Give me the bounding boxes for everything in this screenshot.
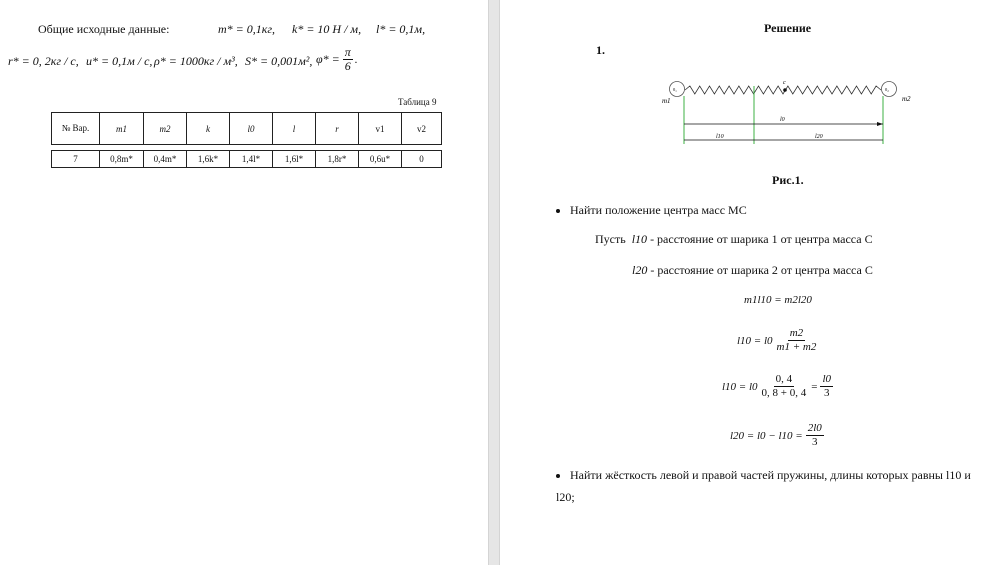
value-cell-v2: 0 bbox=[402, 151, 442, 168]
given-phi bbox=[316, 46, 358, 73]
step-number: 1. bbox=[596, 43, 605, 57]
bullet-2-text-line-1: Найти жёсткость левой и правой частей пружины, длины которых равны l10 и bbox=[570, 468, 971, 482]
figure-caption: Рис.1. bbox=[772, 173, 804, 187]
given-data-label: Общие исходные данные: bbox=[38, 22, 170, 36]
parameters-table bbox=[51, 112, 442, 168]
figure-label-ball-2: 0₂ bbox=[885, 87, 889, 92]
header-cell-variant: № Вар. bbox=[52, 113, 100, 145]
table-row bbox=[52, 151, 442, 168]
definition-line-1 bbox=[595, 232, 873, 247]
equation-l10-general bbox=[737, 327, 818, 354]
figure-label-l10: l10 bbox=[716, 134, 724, 140]
header-cell-m1: m1 bbox=[100, 113, 144, 145]
document-page-left bbox=[0, 0, 488, 565]
equation-l10-numeric-num: 0, 4 bbox=[775, 373, 793, 385]
given-phi-num: π bbox=[344, 45, 351, 59]
equation-l20-fraction bbox=[806, 422, 824, 449]
equation-l10-numeric-lhs: l10 = l0 bbox=[722, 380, 758, 393]
table-caption: Таблица 9 bbox=[398, 97, 437, 107]
given-k: k* = 10 H / м, bbox=[292, 22, 362, 36]
value-cell-l0: 1,4l* bbox=[230, 151, 273, 168]
figure-label-m2: m2 bbox=[902, 95, 911, 103]
header-cell-r: r bbox=[316, 113, 359, 145]
header-cell-l: l bbox=[273, 113, 316, 145]
header-cell-v1: v1 bbox=[359, 113, 402, 145]
table-header-row bbox=[52, 113, 442, 145]
given-phi-end: . bbox=[354, 52, 358, 66]
header-cell-m2: m2 bbox=[144, 113, 187, 145]
figure-label-c: c bbox=[783, 80, 786, 86]
definition-1-var: l10 bbox=[631, 232, 648, 246]
equation-l10-general-den: m1 + m2 bbox=[776, 341, 817, 353]
definition-2-text: - расстояние от шарика 2 от центра масса С bbox=[650, 263, 873, 277]
figure-label-ball-1: 0₁ bbox=[673, 87, 677, 92]
ball-2-icon bbox=[882, 82, 897, 97]
equation-l10-numeric-rden: 3 bbox=[824, 387, 830, 399]
center-of-mass-icon bbox=[783, 88, 787, 92]
given-l: l* = 0,1м, bbox=[376, 22, 426, 36]
equation-l20-lhs: l20 = l0 − l10 = bbox=[730, 429, 803, 442]
equation-l10-numeric-den: 0, 8 + 0, 4 bbox=[761, 387, 807, 399]
document-page-right bbox=[500, 0, 1000, 565]
value-cell-l: 1,6l* bbox=[273, 151, 316, 168]
equation-l10-general-num: m2 bbox=[789, 327, 804, 339]
page-gap bbox=[488, 0, 500, 565]
spring-figure bbox=[660, 76, 911, 150]
value-cell-v1: 0,6u* bbox=[359, 151, 402, 168]
equation-l10-numeric-equals: = bbox=[811, 380, 818, 393]
equation-mass-balance: m1l10 = m2l20 bbox=[744, 294, 812, 306]
definition-1-prefix: Пусть bbox=[595, 232, 626, 246]
header-cell-v2: v2 bbox=[402, 113, 442, 145]
given-s: S* = 0,001м², bbox=[245, 54, 313, 68]
definition-1-text: - расстояние от шарика 1 от центра масса С bbox=[650, 232, 873, 246]
given-rho: ρ* = 1000кг / м³, bbox=[154, 54, 238, 68]
equation-l20-den: 3 bbox=[811, 436, 818, 448]
header-cell-l0: l0 bbox=[230, 113, 273, 145]
equation-l10-general-lhs: l10 = l0 bbox=[737, 334, 773, 347]
equation-l10-numeric-rnum: l0 bbox=[822, 373, 832, 385]
value-cell-k: 1,6k* bbox=[187, 151, 230, 168]
value-cell-r: 1,8r* bbox=[316, 151, 359, 168]
bullet-2-text-line-2: l20; bbox=[556, 490, 575, 504]
ball-1-icon bbox=[670, 82, 685, 97]
given-phi-den: 6 bbox=[344, 59, 351, 73]
arrowhead-l0-icon bbox=[877, 122, 883, 126]
bullet-1-text: Найти положение центра масс МС bbox=[570, 203, 747, 217]
value-cell-m2: 0,4m* bbox=[144, 151, 187, 168]
bullet-icon bbox=[556, 209, 560, 213]
definition-line-2 bbox=[632, 263, 873, 278]
definition-2-var: l20 bbox=[632, 263, 648, 277]
given-m: m* = 0,1кг, bbox=[218, 22, 276, 36]
given-u: u* = 0,1м / с, bbox=[86, 54, 153, 68]
equation-l10-numeric-result bbox=[820, 373, 833, 400]
equation-l10-numeric-fraction bbox=[760, 373, 809, 400]
given-phi-lhs: φ* = bbox=[316, 52, 340, 66]
given-phi-fraction bbox=[343, 46, 353, 73]
equation-l20-num: 2l0 bbox=[807, 422, 822, 434]
figure-label-m1: m1 bbox=[662, 97, 671, 105]
figure-label-l0: l0 bbox=[780, 117, 785, 123]
header-cell-k: k bbox=[187, 113, 230, 145]
equation-l20 bbox=[730, 422, 824, 449]
equation-l10-general-fraction bbox=[775, 327, 819, 354]
value-cell-variant: 7 bbox=[52, 151, 100, 168]
equation-l10-numeric bbox=[722, 373, 833, 400]
bullet-icon bbox=[556, 474, 560, 478]
solution-heading: Решение bbox=[764, 21, 812, 35]
given-r: r* = 0, 2кг / с, bbox=[8, 54, 79, 68]
value-cell-m1: 0,8m* bbox=[100, 151, 144, 168]
figure-label-l20: l20 bbox=[815, 134, 823, 140]
spring-icon bbox=[685, 86, 881, 94]
